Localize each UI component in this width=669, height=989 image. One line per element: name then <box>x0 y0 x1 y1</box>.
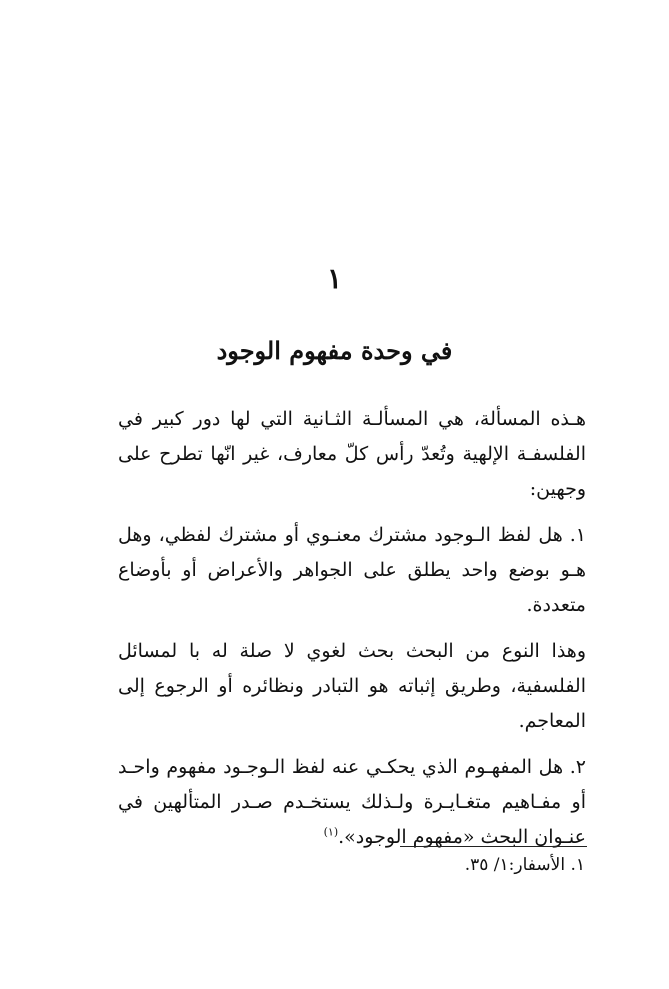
paragraph-point-2 <box>118 750 586 855</box>
body-text <box>118 402 586 866</box>
footnote-divider <box>400 846 587 847</box>
footnote-marker: (١) <box>323 825 339 839</box>
paragraph-intro: هـذه المسألة، هي المسألـة الثـانية التي لها دور كبير في الفلسفـة الإلهية وتُعدّ رأس كلّ معارف، غير انّها تطرح على وجهين: <box>118 408 586 500</box>
footnote: ١. الأسفار:١/ ٣٥. <box>464 855 585 875</box>
paragraph-linguistic-note: وهذا النوع من البحث بحث لغوي لا صلة له با لمسائل الفلسفية، وطريق إثباته هو التبادر ونظائره أو الرجوع إلى المعاجم. <box>118 640 586 732</box>
paragraph-point-2-text: ٢. هل المفهـوم الذي يحكـي عنه لفظ الـوجـود مفهوم واحـد أو مفـاهيم متغـايـرة ولـذلك يستخـدم صـدر المتألهين في عنـوان البحث «مفهوم الوجود». <box>118 756 586 848</box>
chapter-number: ١ <box>326 262 343 295</box>
chapter-title: في وحدة مفهوم الوجود <box>216 336 453 365</box>
paragraph-point-1: ١. هل لفظ الـوجود مشترك معنـوي أو مشترك لفظي، وهل هـو بوضع واحد يطلق على الجواهر والأعراض أو بأوضاع متعددة. <box>118 524 586 616</box>
